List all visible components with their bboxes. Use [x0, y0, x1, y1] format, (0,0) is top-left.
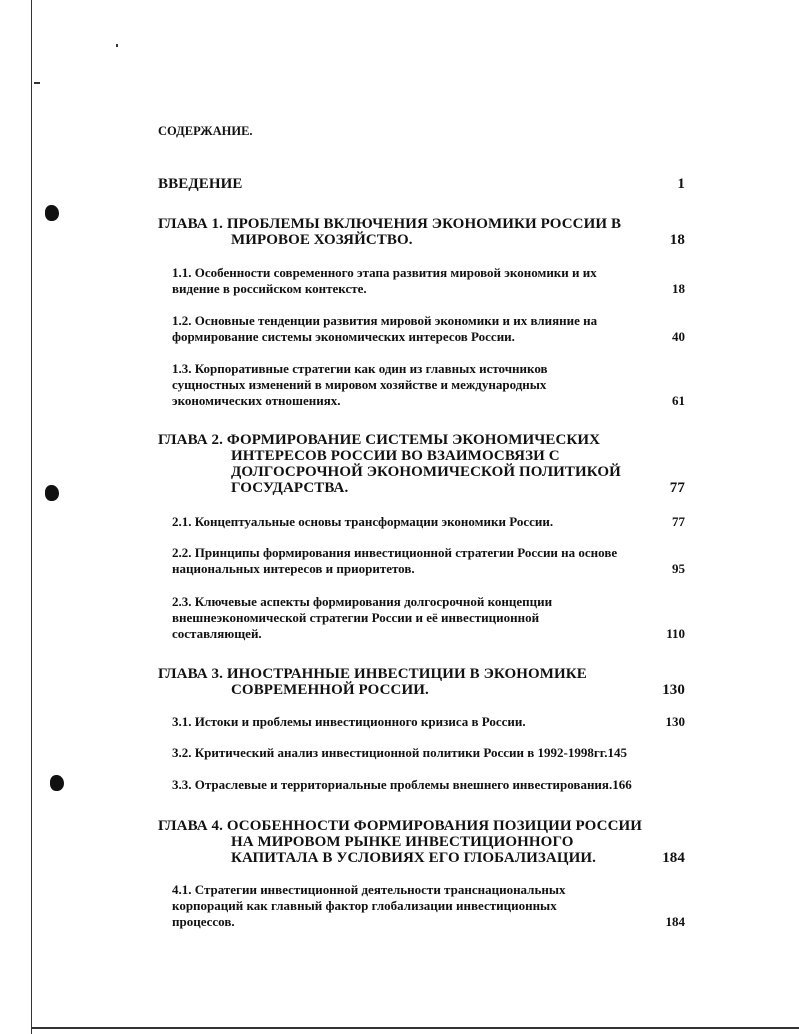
toc-entry-2-1: 2.1. Концептуальные основы трансформации экономики России. 77	[172, 514, 685, 529]
page-number: 18	[669, 232, 685, 248]
page-number: 95	[672, 561, 685, 576]
toc-entry-1-3: 1.3. Корпоративные стратегии как один из главных источников сущностных изменений в мировом хозяйстве и международных экономических отношениях. 61	[172, 361, 685, 408]
page-number: 77	[669, 480, 685, 496]
scan-speck	[34, 82, 40, 84]
toc-entry-2-2: 2.2. Принципы формирования инвестиционной стратегии России на основе национальных интересов и приоритетов. 95	[172, 545, 685, 576]
page-number: 130	[662, 682, 685, 698]
toc-entry-3-1: 3.1. Истоки и проблемы инвестиционного кризиса в России. 130	[172, 714, 685, 729]
page-number: 130	[665, 714, 685, 729]
toc-entry-1-2: 1.2. Основные тенденции развития мировой экономики и их влияние на формирование системы экономических интересов России. 40	[172, 313, 685, 344]
punch-hole-1	[45, 205, 59, 221]
toc-entry-chapter-3: ГЛАВА 3. ИНОСТРАННЫЕ ИНВЕСТИЦИИ В ЭКОНОМИКЕ СОВРЕМЕННОЙ РОССИИ. 130	[158, 666, 685, 698]
page-number: 110	[666, 626, 685, 641]
scan-edge-bottom	[31, 1027, 799, 1029]
toc-entry-1-1: 1.1. Особенности современного этапа развития мировой экономики и их видение в российском контексте. 18	[172, 265, 685, 296]
page-number: 184	[665, 914, 685, 929]
scan-speck	[116, 44, 118, 47]
page-number: 40	[672, 329, 685, 344]
page-number: 184	[662, 850, 685, 866]
toc-entry-4-1: 4.1. Стратегии инвестиционной деятельности транснациональных корпораций как главный фактор глобализации инвестиционных процессов. 184	[172, 882, 685, 929]
toc-entry-3-3: 3.3. Отраслевые и территориальные проблемы внешнего инвестирования.166	[172, 777, 632, 792]
toc-entry-chapter-2: ГЛАВА 2. ФОРМИРОВАНИЕ СИСТЕМЫ ЭКОНОМИЧЕСКИХ ИНТЕРЕСОВ РОССИИ ВО ВЗАИМОСВЯЗИ С ДОЛГОСРОЧНОЙ ЭКОНОМИЧЕСКОЙ ПОЛИТИКОЙ ГОСУДАРСТВА. 77	[158, 432, 685, 496]
page-number: 77	[672, 514, 685, 529]
scan-edge-left	[31, 0, 32, 1034]
toc-entry-intro: ВВЕДЕНИЕ 1	[158, 176, 685, 192]
punch-hole-3	[50, 775, 64, 791]
page-number: 1	[677, 176, 685, 192]
toc-entry-chapter-4: ГЛАВА 4. ОСОБЕННОСТИ ФОРМИРОВАНИЯ ПОЗИЦИИ РОССИИ НА МИРОВОМ РЫНКЕ ИНВЕСТИЦИОННОГО КАПИТАЛА В УСЛОВИЯХ ЕГО ГЛОБАЛИЗАЦИИ. 184	[158, 818, 685, 866]
page-number: 61	[672, 393, 685, 408]
toc-entry-chapter-1: ГЛАВА 1. ПРОБЛЕМЫ ВКЛЮЧЕНИЯ ЭКОНОМИКИ РОССИИ В МИРОВОЕ ХОЗЯЙСТВО. 18	[158, 216, 685, 248]
punch-hole-2	[45, 485, 59, 501]
toc-entry-2-3: 2.3. Ключевые аспекты формирования долгосрочной концепции внешнеэкономической стратегии России и её инвестиционной составляющей. 110	[172, 594, 685, 641]
toc-title: СОДЕРЖАНИЕ.	[158, 124, 253, 138]
page-number: 18	[672, 281, 685, 296]
toc-entry-3-2: 3.2. Критический анализ инвестиционной политики России в 1992-1998гг.145	[172, 745, 627, 760]
